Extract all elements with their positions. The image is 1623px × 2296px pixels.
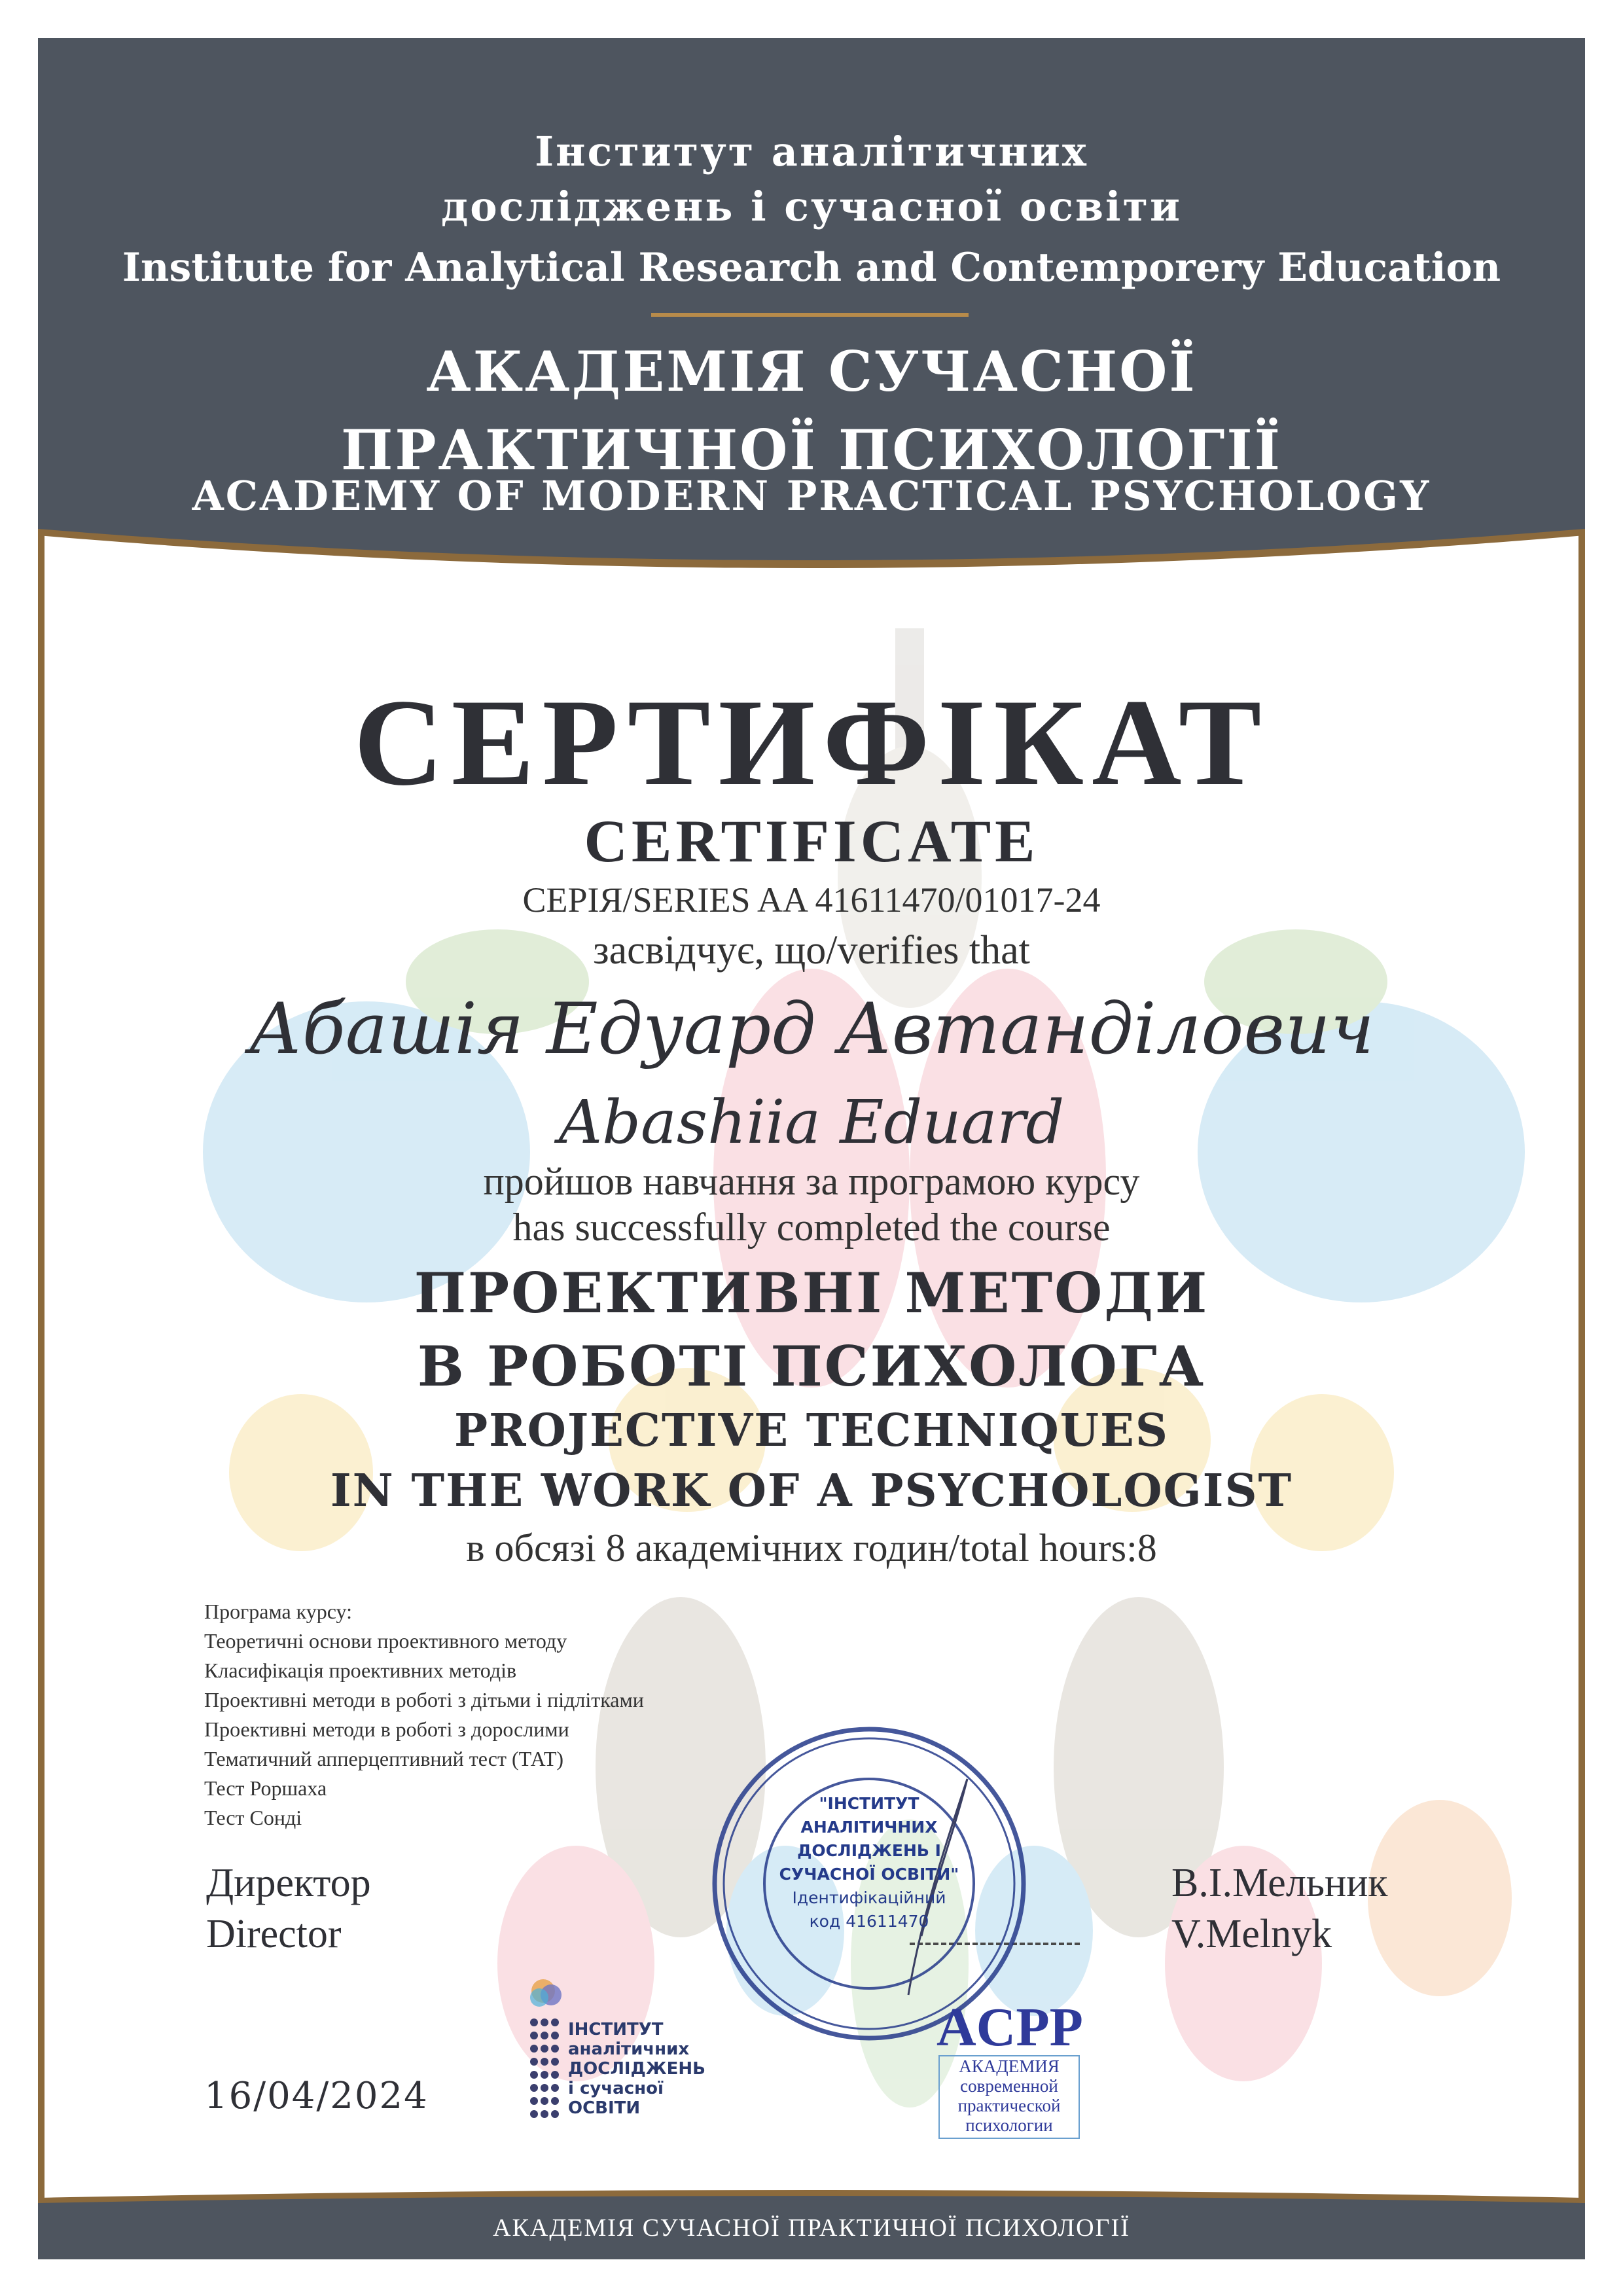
verifies-text: засвідчує, що/verifies that <box>593 928 1030 973</box>
seal-text-line5: Ідентифікаційний <box>792 1888 946 1907</box>
program-item: Проективні методи в роботі з дітьми і підлітками <box>204 1688 644 1712</box>
acpp-logo <box>936 1997 1084 2141</box>
institute-name-ua-line2: досліджень і сучасної освіти <box>440 183 1182 230</box>
acpp-caption-line2: современной <box>960 2076 1058 2096</box>
seal-text-line4: СУЧАСНОЇ ОСВІТИ" <box>779 1865 959 1884</box>
institute-logo-line4: і сучасної <box>568 2079 664 2098</box>
director-role-ua: Директор <box>206 1861 371 1905</box>
acpp-caption-line4: психологии <box>965 2115 1053 2135</box>
institute-logo-icon <box>522 1977 568 2147</box>
academy-name-ua-line2: ПРАКТИЧНОЇ ПСИХОЛОГІЇ <box>341 418 1282 482</box>
institute-name-ua <box>0 124 1623 234</box>
seal-text-line2: АНАЛІТИЧНИХ <box>800 1818 938 1837</box>
course-title-en-line2: IN THE WORK OF A PSYCHOLOGIST <box>330 1465 1293 1517</box>
course-title-ua <box>0 1257 1623 1403</box>
acpp-caption-line3: практической <box>957 2096 1061 2115</box>
institute-name-ua-line1: Інститут аналітичних <box>535 128 1088 175</box>
footer-text: АКАДЕМІЯ СУЧАСНОЇ ПРАКТИЧНОЇ ПСИХОЛОГІЇ <box>493 2214 1130 2242</box>
director-name-ua: В.І.Мельник <box>1171 1861 1388 1905</box>
academy-name-en: ACADEMY OF MODERN PRACTICAL PSYCHOLOGY <box>192 472 1431 520</box>
recipient-name-ua: Абашія Едуард Автанділович <box>249 988 1374 1070</box>
completed-text <box>0 1158 1623 1250</box>
certificate-title-en: CERTIFICATE <box>584 808 1039 874</box>
director-name-en: V.Melnyk <box>1171 1912 1332 1956</box>
program-heading: Програма курсу: <box>204 1600 353 1623</box>
seal-text-line1: "ІНСТИТУТ <box>819 1794 919 1813</box>
acpp-caption-line1: АКАДЕМИЯ <box>959 2056 1060 2076</box>
director-name <box>1171 1857 1388 1960</box>
program-item: Теоретичні основи проективного методу <box>204 1629 567 1653</box>
program-item: Проективні методи в роботі з дорослими <box>204 1717 569 1741</box>
seal-text-line3: ДОСЛІДЖЕНЬ І <box>797 1841 941 1860</box>
academy-name-ua <box>0 332 1623 490</box>
acpp-abbreviation: ACPP <box>936 1997 1083 2058</box>
seal-text <box>705 1792 1033 1933</box>
header-divider <box>651 313 969 317</box>
blot-orange-right <box>1368 1800 1512 1996</box>
course-title-ua-line2: В РОБОТІ ПСИХОЛОГА <box>417 1334 1206 1399</box>
program-item: Тематичний апперцептивний тест (ТАТ) <box>204 1747 564 1770</box>
issue-date: 16/04/2024 <box>204 2075 429 2117</box>
program-list <box>204 1597 644 1833</box>
acpp-caption <box>938 2055 1080 2139</box>
institute-logo-text <box>568 2020 705 2118</box>
seal-text-line6: код 41611470 <box>809 1912 929 1931</box>
course-title-en-line1: PROJECTIVE TECHNIQUES <box>454 1405 1169 1457</box>
completed-text-en: has successfully completed the course <box>512 1206 1111 1249</box>
program-item: Тест Роршаха <box>204 1776 327 1800</box>
institute-logo <box>522 1977 738 2147</box>
institute-logo-line5: ОСВІТИ <box>568 2098 641 2118</box>
institute-logo-line1: ІНСТИТУТ <box>568 2020 664 2039</box>
institute-logo-line3: ДОСЛІДЖЕНЬ <box>568 2059 705 2079</box>
course-hours: в обсязі 8 академічних годин/total hours:8 <box>466 1526 1157 1570</box>
academy-name-ua-line1: АКАДЕМІЯ СУЧАСНОЇ <box>426 339 1197 404</box>
institute-logo-line2: аналітичних <box>568 2039 690 2059</box>
institute-name-en: Institute for Analytical Research and Contemporery Education <box>122 245 1501 291</box>
program-item: Класифікація проективних методів <box>204 1659 517 1682</box>
program-item: Тест Сонді <box>204 1806 302 1829</box>
recipient-name-en: Abashiia Eduard <box>558 1087 1065 1157</box>
course-title-ua-line1: ПРОЕКТИВНІ МЕТОДИ <box>414 1261 1209 1325</box>
completed-text-ua: пройшов навчання за програмою курсу <box>483 1160 1140 1203</box>
director-role <box>206 1857 371 1960</box>
certificate-title-ua: СЕРТИФІКАТ <box>353 674 1270 812</box>
director-role-en: Director <box>206 1912 342 1956</box>
certificate-series: СЕРІЯ/SERIES AA 41611470/01017-24 <box>522 880 1101 920</box>
course-title-en <box>0 1401 1623 1521</box>
